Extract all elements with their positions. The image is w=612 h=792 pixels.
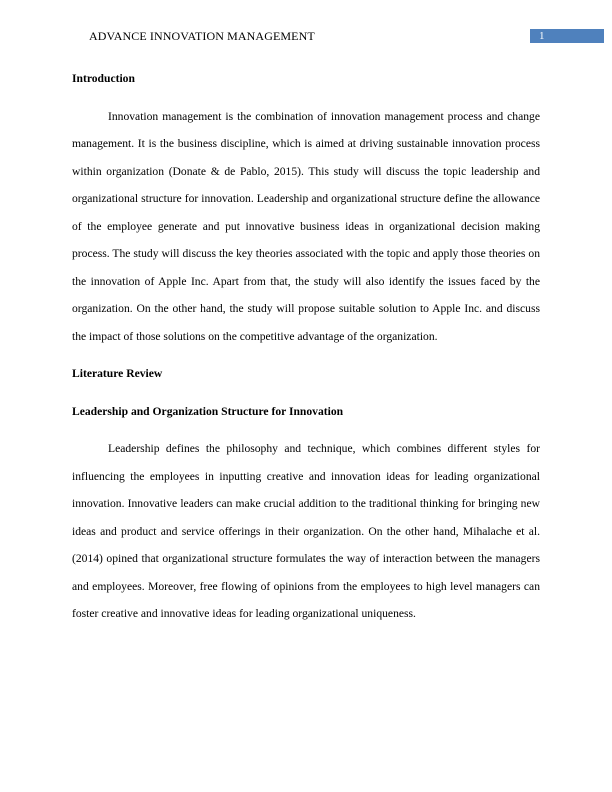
heading-leadership-structure: Leadership and Organization Structure for Innovation [72, 404, 344, 418]
page-number: 1 [539, 30, 545, 42]
page-number-box [530, 29, 604, 43]
paragraph-leadership: Leadership defines the philosophy and technique, which combines different styles for influencing the employees in inputting creative and innovation ideas for leading organizational innovation. Innovative leaders can make crucial addition to the traditional thinking for bringing new ideas and product and service offerings in their organization. On the other hand, Mihalache et al. (2014) opined that organizational structure formulates the way of interaction between the managers and employees. Moreover, free flowing of opinions from the employees to high level managers can foster creative and innovative ideas for leading organizational uniqueness. [72, 442, 540, 620]
heading-introduction: Introduction [72, 72, 135, 85]
running-head-title: ADVANCE INNOVATION MANAGEMENT [89, 29, 315, 43]
heading-literature-review: Literature Review [72, 367, 163, 380]
document-body [72, 65, 540, 638]
paragraph-introduction: Innovation management is the combination of innovation management process and change management. It is the business discipline, which is aimed at driving sustainable innovation process within organization (Donate & de Pablo, 2015). This study will discuss the topic leadership and organizational structure for innovation. Leadership and organizational structure define the allowance of the employee generate and put innovative business ideas in organizational decision making process. The study will discuss the key theories associated with the topic and apply those theories on the innovation of Apple Inc. Apart from that, the study will also identify the issues faced by the organization. On the other hand, the study will propose suitable solution to Apple Inc. and discuss the impact of those solutions on the competitive advantage of the organization. [72, 109, 540, 343]
